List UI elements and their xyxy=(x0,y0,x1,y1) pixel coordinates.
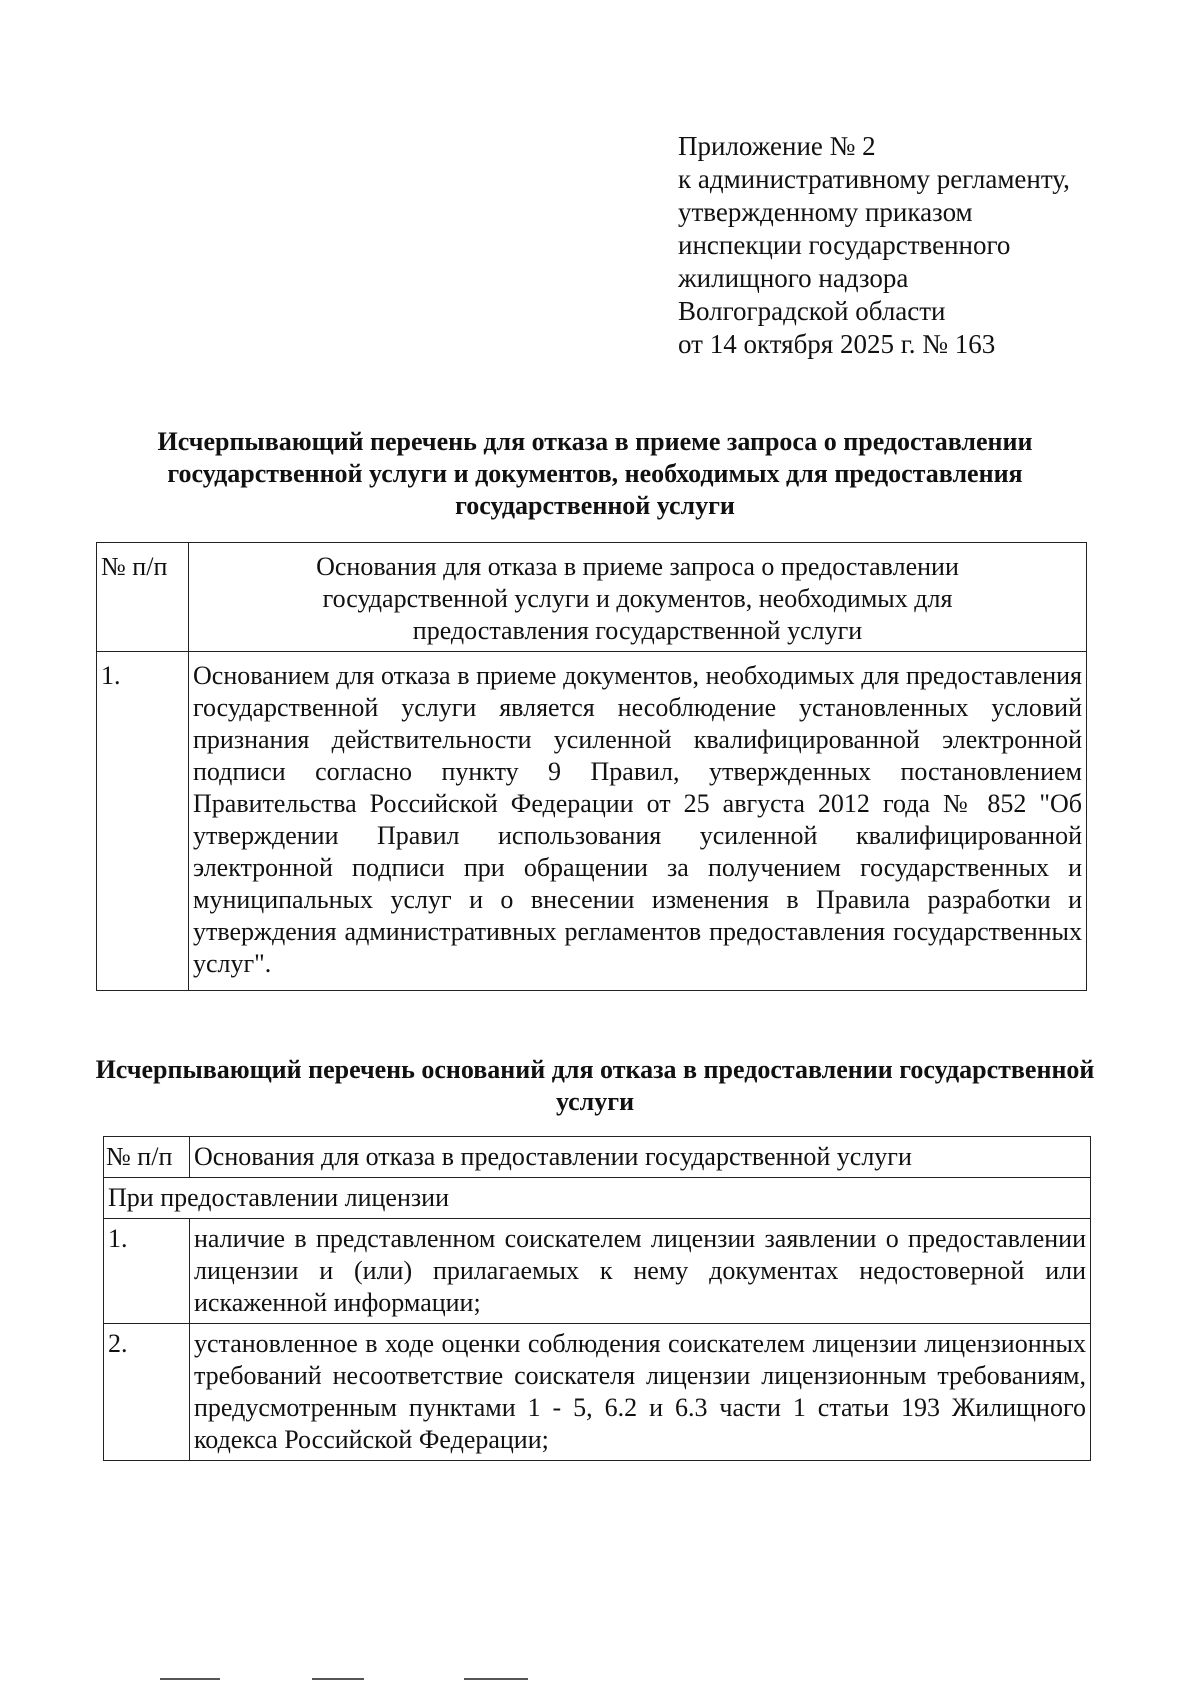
col-basis-header: Основания для отказа в приеме запроса о предоставлении государственной услуги и документов, необходимых для предоставления государственной услуги xyxy=(189,543,1087,652)
group-label: При предоставлении лицензии xyxy=(104,1178,1091,1219)
col-num-header: № п/п xyxy=(104,1137,190,1178)
row-text: наличие в представленном соискателем лицензии заявлении о предоставлении лицензии и (или) прилагаемых к нему документах недостоверной или искаженной информации; xyxy=(190,1219,1091,1324)
table-row xyxy=(97,652,1087,991)
col-basis-header: Основания для отказа в предоставлении государственной услуги xyxy=(190,1137,1091,1178)
appendix-line: утвержденному приказом xyxy=(678,197,973,227)
row-text: Основанием для отказа в приеме документов, необходимых для предоставления государственной услуги является несоблюдение установленных условий признания действительности усиленной квалифицированной электронной подписи согласно пункту 9 Правил, утвержденных постановлением Правительства Российской Федерации от 25 августа 2012 года № 852 "Об утверждении Правил использования усиленной квалифицированной электронной подписи при обращении за получением государственных и муниципальных услуг и о внесении изменения в Правила разработки и утверждения административных регламентов предоставления государственных услуг". xyxy=(189,652,1087,991)
section2-table xyxy=(103,1136,1091,1461)
table-row xyxy=(104,1324,1091,1461)
table-header-row xyxy=(104,1137,1091,1178)
table-row xyxy=(104,1219,1091,1324)
appendix-line: инспекции государственного xyxy=(678,230,1011,260)
appendix-line: от 14 октября 2025 г. № 163 xyxy=(678,329,996,359)
section1-table xyxy=(96,542,1087,991)
appendix-line: Приложение № 2 xyxy=(678,131,876,161)
col-num-header: № п/п xyxy=(97,543,189,652)
row-text: установленное в ходе оценки соблюдения соискателем лицензии лицензионных требований несоответствие соискателя лицензии лицензионным требованиям, предусмотренным пунктами 1 - 5, 6.2 и 6.3 части 1 статьи 193 Жилищного кодекса Российской Федерации; xyxy=(190,1324,1091,1461)
appendix-header xyxy=(678,130,1118,361)
table-group-row xyxy=(104,1178,1091,1219)
row-number: 1. xyxy=(104,1219,190,1324)
table-header-row xyxy=(97,543,1087,652)
row-number: 2. xyxy=(104,1324,190,1461)
scan-artifact xyxy=(312,1678,364,1680)
appendix-line: к административному регламенту, xyxy=(678,164,1070,194)
appendix-line: Волгоградской области xyxy=(678,296,946,326)
scan-artifact xyxy=(160,1678,220,1680)
scan-artifact xyxy=(464,1678,528,1680)
section1-title: Исчерпывающий перечень для отказа в приеме запроса о предоставлении государственной услуги и документов, необходимых для предоставления государственной услуги xyxy=(157,427,1033,520)
row-number: 1. xyxy=(97,652,189,991)
section2-title: Исчерпывающий перечень оснований для отказа в предоставлении государственной услуги xyxy=(95,1055,1095,1116)
appendix-line: жилищного надзора xyxy=(678,263,909,293)
